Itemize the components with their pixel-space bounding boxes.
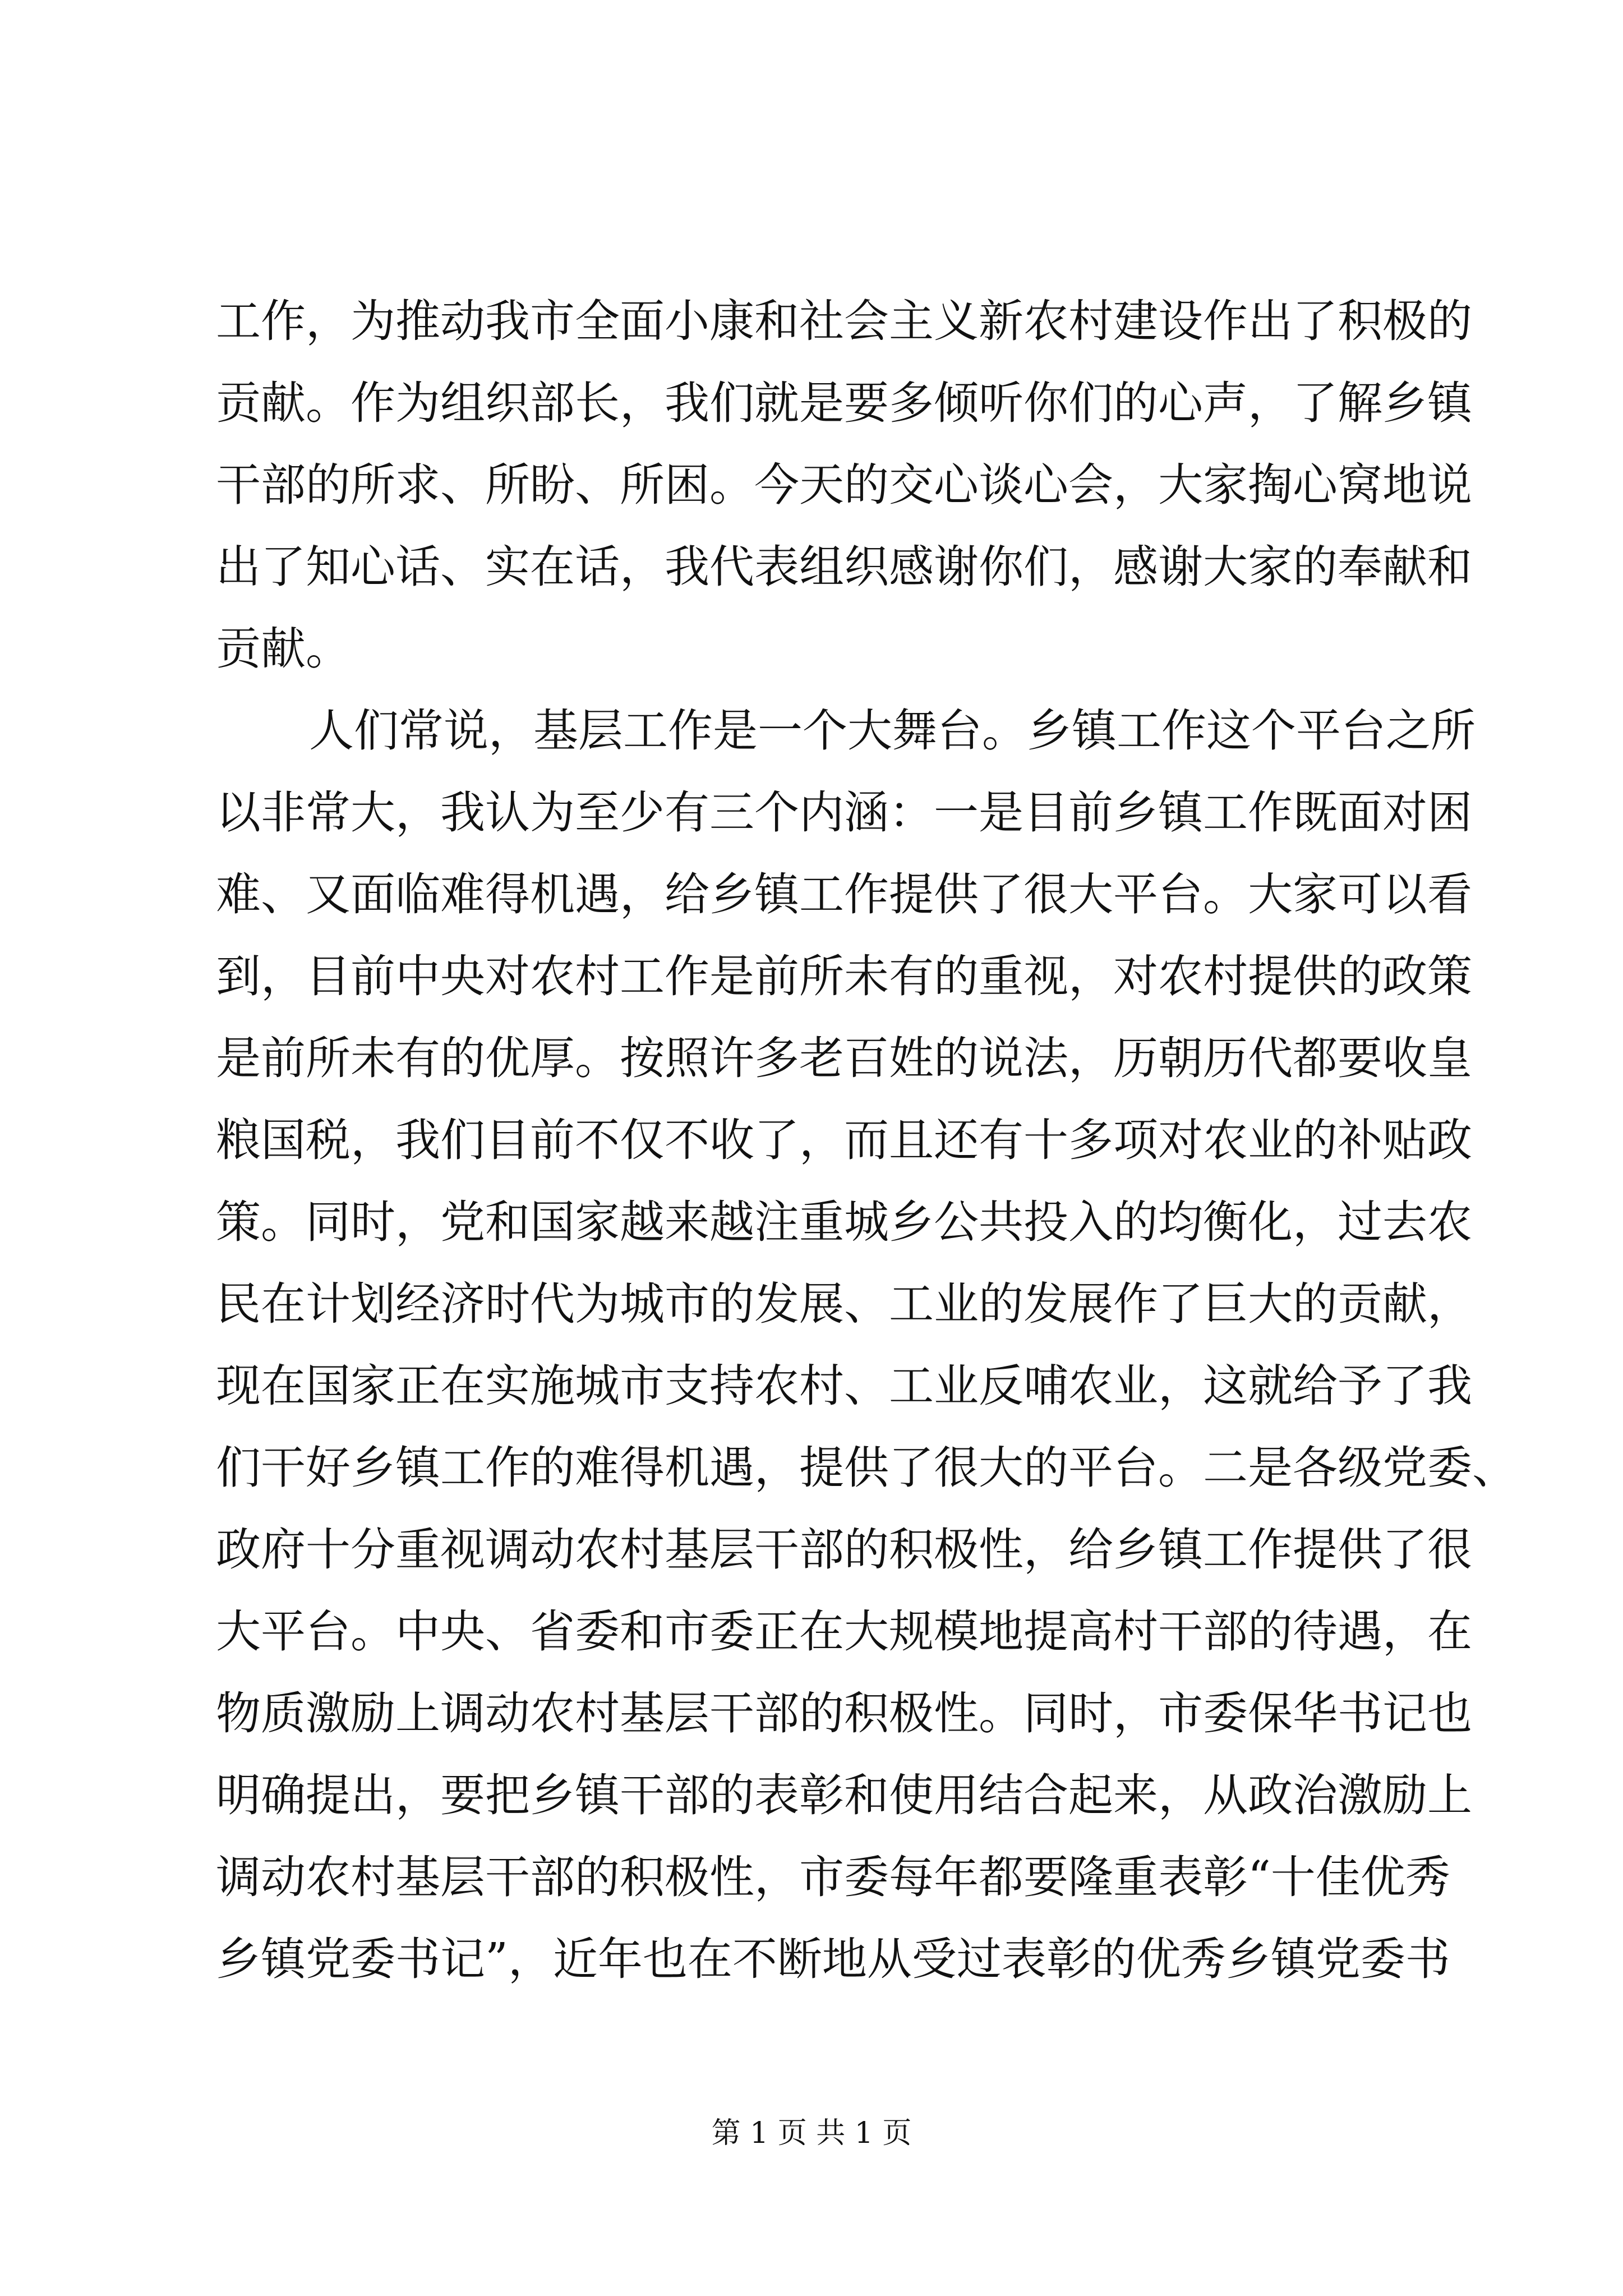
text-line: 是前所未有的优厚。按照许多老百姓的说法，历朝历代都要收皇 bbox=[216, 1032, 1472, 1084]
paragraph-2 bbox=[216, 690, 1517, 2000]
text-line: 策。同时，党和国家越来越注重城乡公共投入的均衡化，过去农 bbox=[216, 1196, 1472, 1248]
text-line: 粮国税，我们目前不仅不收了，而且还有十多项对农业的补贴政 bbox=[216, 1114, 1472, 1166]
text-line: 贡献。 bbox=[216, 623, 351, 675]
text-line: 明确提出，要把乡镇干部的表彰和使用结合起来，从政治激励上 bbox=[216, 1769, 1472, 1821]
page-number-footer: 第 1 页 共 1 页 bbox=[711, 2116, 912, 2150]
text-line: 调动农村基层干部的积极性，市委每年都要隆重表彰“十佳优秀 bbox=[216, 1851, 1450, 1903]
text-line: 人们常说，基层工作是一个大舞台。乡镇工作这个平台之所 bbox=[309, 705, 1476, 757]
text-line: 工作，为推动我市全面小康和社会主义新农村建设作出了积极的 bbox=[216, 295, 1472, 347]
text-line: 干部的所求、所盼、所困。今天的交心谈心会，大家掏心窝地说 bbox=[216, 459, 1472, 511]
text-line: 到，目前中央对农村工作是前所未有的重视，对农村提供的政策 bbox=[216, 950, 1472, 1002]
text-line: 难、又面临难得机遇，给乡镇工作提供了很大平台。大家可以看 bbox=[216, 868, 1472, 921]
text-line: 出了知心话、实在话，我代表组织感谢你们，感谢大家的奉献和 bbox=[216, 541, 1472, 593]
paragraph-1 bbox=[216, 280, 1472, 690]
text-line: 大平台。中央、省委和市委正在大规模地提高村干部的待遇，在 bbox=[216, 1605, 1472, 1658]
text-line: 现在国家正在实施城市支持农村、工业反哺农业，这就给予了我 bbox=[216, 1360, 1472, 1412]
text-line: 乡镇党委书记”，近年也在不断地从受过表彰的优秀乡镇党委书 bbox=[216, 1933, 1450, 1985]
text-line: 们干好乡镇工作的难得机遇，提供了很大的平台。二是各级党委、 bbox=[216, 1442, 1517, 1494]
document-body bbox=[216, 280, 1517, 2000]
text-line: 政府十分重视调动农村基层干部的积极性，给乡镇工作提供了很 bbox=[216, 1524, 1472, 1576]
text-line: 贡献。作为组织部长，我们就是要多倾听你们的心声，了解乡镇 bbox=[216, 377, 1472, 429]
text-line: 以非常大，我认为至少有三个内涵：一是目前乡镇工作既面对困 bbox=[216, 786, 1472, 839]
text-line: 物质激励上调动农村基层干部的积极性。同时，市委保华书记也 bbox=[216, 1687, 1472, 1740]
text-line: 民在计划经济时代为城市的发展、工业的发展作了巨大的贡献， bbox=[216, 1278, 1472, 1330]
